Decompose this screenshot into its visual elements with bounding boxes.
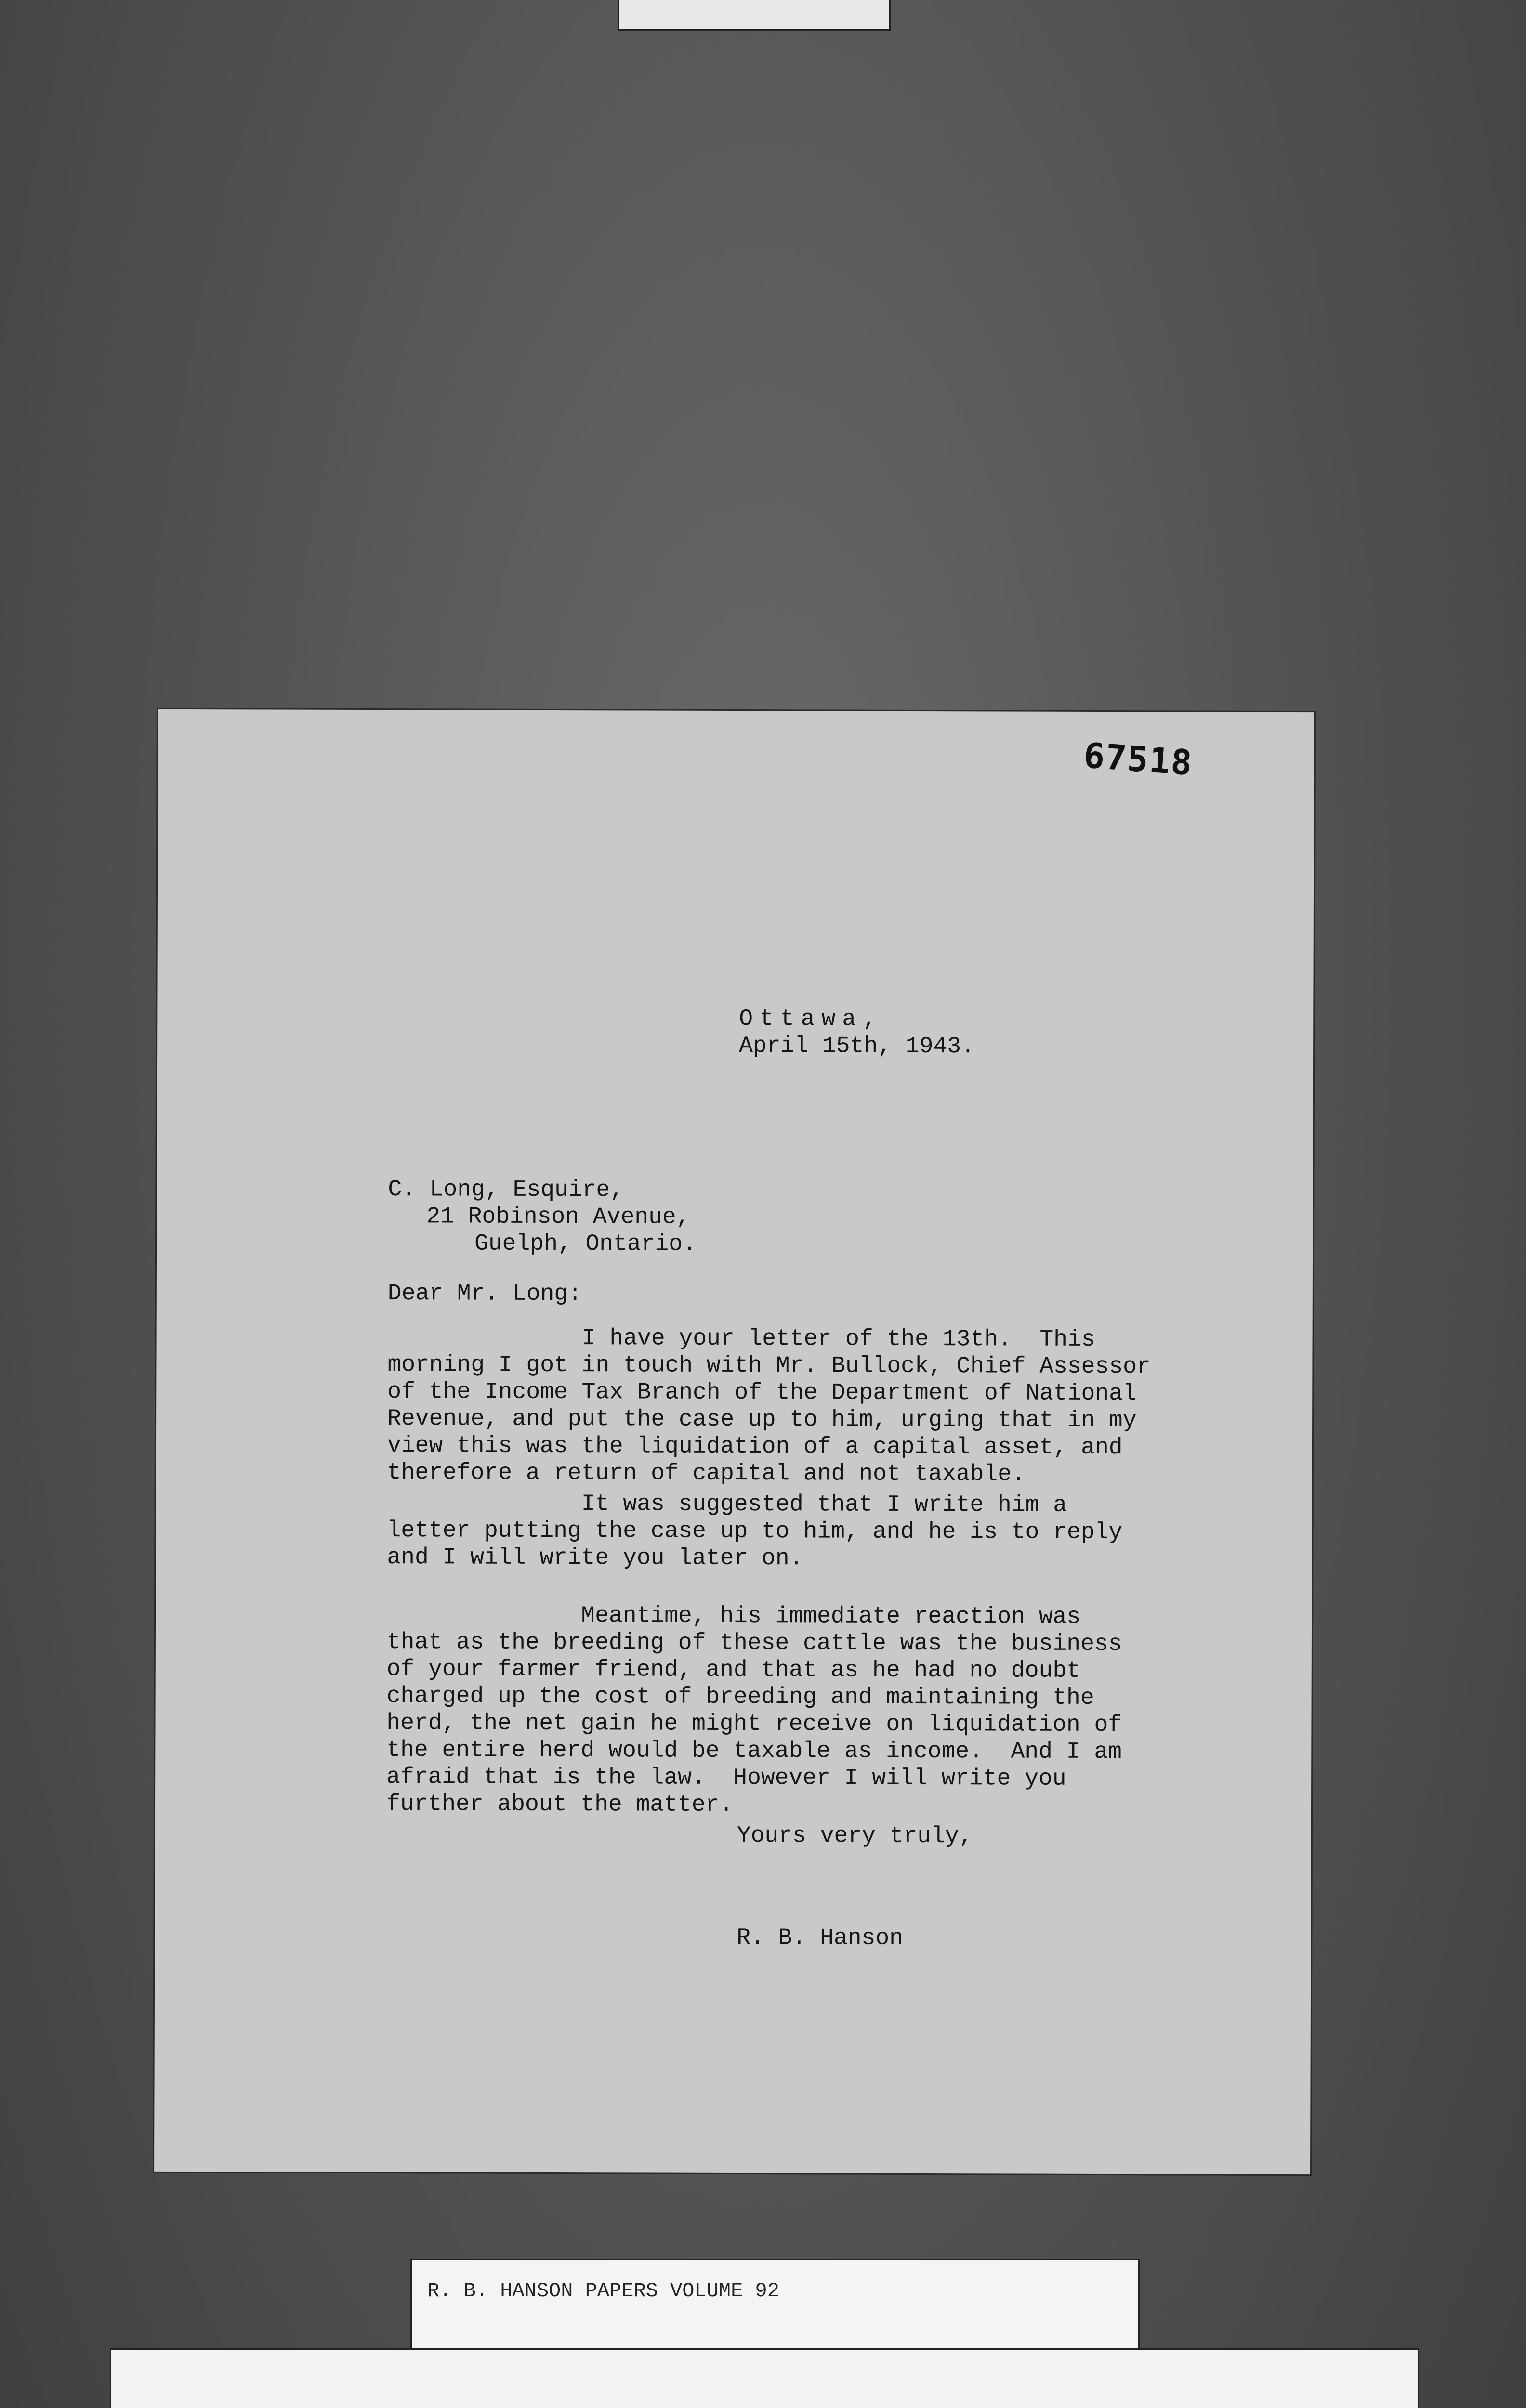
letter-paragraph-2: It was suggested that I write him a letter putting the case up to him, and he is to reply and I will write you later on. xyxy=(387,1491,1123,1572)
recipient-name: C. Long, Esquire, xyxy=(388,1177,624,1204)
archives-card xyxy=(110,2348,1419,2408)
volume-label-card xyxy=(410,2259,1140,2358)
volume-label-text: R. B. HANSON PAPERS VOLUME 92 xyxy=(427,2279,779,2303)
letter-salutation: Dear Mr. Long: xyxy=(387,1281,582,1308)
document-number-stamp: 67518 xyxy=(1082,735,1195,784)
letter-place: Ottawa, xyxy=(739,1006,884,1033)
letter-date: April 15th, 1943. xyxy=(739,1033,975,1060)
letter-sheet xyxy=(154,709,1314,2174)
top-label-tab xyxy=(618,0,891,31)
letter-paragraph-1: I have your letter of the 13th. This morning I got in touch with Mr. Bullock, Chief Assessor of the Income Tax Branch of the Department of National Revenue, and put the case up to him, urging that in my view this was the liquidation of a capital asset, and therefore a return of capital and not taxable. xyxy=(387,1325,1151,1488)
recipient-city: Guelph, Ontario. xyxy=(474,1230,697,1257)
letter-paragraph-3: Meantime, his immediate reaction was that as the breeding of these cattle was the business of your farmer friend, and that as he had no doubt charged up the cost of breeding and maintaining the herd, the net gain he might receive on liquidation of the entire herd would be taxable as income. And I am afraid that is the law. However I will write you further about the matter. xyxy=(386,1602,1122,1818)
letter-closing: Yours very truly, xyxy=(737,1823,973,1850)
letter-signature: R. B. Hanson xyxy=(737,1925,904,1951)
recipient-street: 21 Robinson Avenue, xyxy=(426,1204,690,1230)
